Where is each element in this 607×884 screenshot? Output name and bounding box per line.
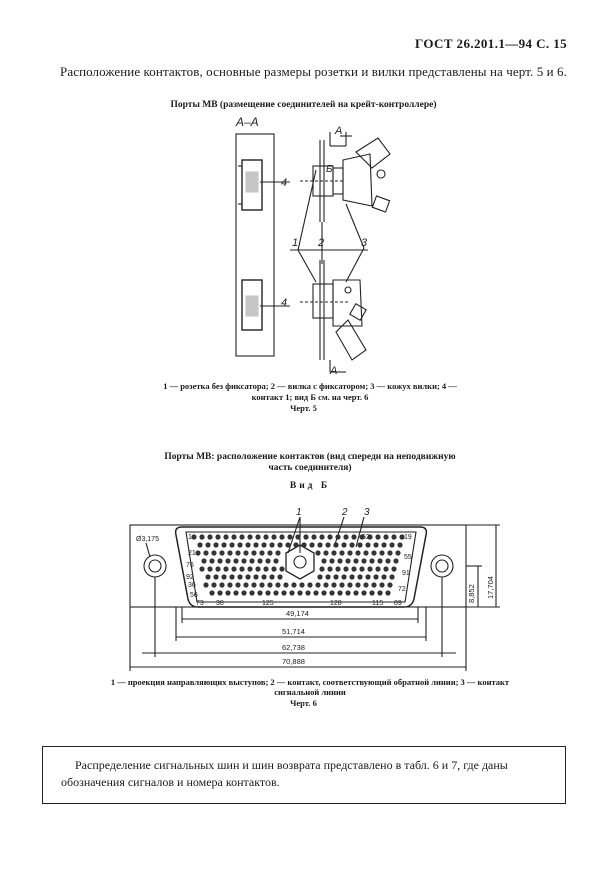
contact-pin (201, 558, 206, 563)
fig6-caption-2: часть соединителя) (268, 463, 352, 473)
contact-pin (269, 574, 274, 579)
contact-pin (363, 582, 368, 587)
contact-pin (297, 590, 302, 595)
contact-pin (377, 558, 382, 563)
contact-pin (225, 558, 230, 563)
svg-text:3: 3 (361, 237, 368, 249)
svg-text:36: 36 (188, 582, 196, 589)
contact-pin (259, 582, 264, 587)
contact-pin (361, 558, 366, 563)
contact-pin (383, 534, 388, 539)
contact-pin (239, 534, 244, 539)
contact-pin (337, 590, 342, 595)
contact-pin (191, 534, 196, 539)
contact-pin (301, 542, 306, 547)
contact-pin (385, 590, 390, 595)
contact-pin (325, 574, 330, 579)
contact-pin (251, 550, 256, 555)
contact-pin (255, 566, 260, 571)
contact-pin (317, 542, 322, 547)
contact-pin (261, 542, 266, 547)
contact-pin (317, 574, 322, 579)
contact-pin (271, 566, 276, 571)
svg-text:4: 4 (281, 177, 288, 189)
hole-diameter: Ø3,175 (136, 536, 159, 543)
contact-pin (363, 550, 368, 555)
contact-pin (393, 558, 398, 563)
contact-pin (369, 590, 374, 595)
svg-text:56: 56 (190, 592, 198, 599)
contact-pin (387, 550, 392, 555)
contact-pin (347, 550, 352, 555)
contact-pin (365, 574, 370, 579)
contact-pin (331, 550, 336, 555)
svg-text:52: 52 (362, 534, 370, 541)
svg-text:2: 2 (342, 507, 348, 518)
fig6-caption-1: Порты МВ: расположение контактов (вид спереди на неподвижную (164, 452, 456, 462)
contact-pin (333, 542, 338, 547)
contact-pin (357, 542, 362, 547)
contact-pin (329, 558, 334, 563)
contact-pin (323, 550, 328, 555)
contact-pin (243, 582, 248, 587)
contact-pin (209, 558, 214, 563)
contact-pin (225, 590, 230, 595)
contact-pin (273, 590, 278, 595)
contact-pin (383, 566, 388, 571)
contact-pin (371, 550, 376, 555)
contact-pin (199, 566, 204, 571)
contact-pin (261, 574, 266, 579)
contact-pin (235, 550, 240, 555)
contact-pin (311, 534, 316, 539)
contact-pin (365, 542, 370, 547)
svg-text:55: 55 (404, 554, 412, 561)
contact-pin (219, 582, 224, 587)
contact-pin (277, 574, 282, 579)
svg-text:17,704: 17,704 (486, 576, 495, 599)
contact-pin (237, 574, 242, 579)
contact-pin (291, 582, 296, 587)
contact-pin (269, 542, 274, 547)
contact-pin (245, 574, 250, 579)
contact-pin (235, 582, 240, 587)
contact-pin (223, 534, 228, 539)
contact-pin (267, 550, 272, 555)
contact-pin (359, 566, 364, 571)
fig6-drawing (0, 495, 607, 675)
contact-pin (355, 582, 360, 587)
fig5-title: Черт. 5 (290, 403, 317, 413)
contact-pin (253, 542, 258, 547)
contact-pin (229, 542, 234, 547)
contact-pin (233, 590, 238, 595)
contact-pin (275, 582, 280, 587)
contact-field (191, 534, 404, 595)
contact-pin (257, 558, 262, 563)
contact-pin (211, 550, 216, 555)
contact-pin (199, 534, 204, 539)
contact-pin (249, 590, 254, 595)
svg-text:1: 1 (296, 507, 302, 518)
contact-pin (357, 574, 362, 579)
svg-text:8,852: 8,852 (467, 584, 476, 603)
contact-pin (275, 550, 280, 555)
svg-text:А: А (335, 125, 343, 137)
contact-pin (293, 542, 298, 547)
contact-pin (343, 534, 348, 539)
contact-pin (351, 566, 356, 571)
contact-pin (307, 582, 312, 587)
contact-pin (353, 558, 358, 563)
fig6-legend-1: 1 — проекция направляющих выступов; 2 — контакт, соответствующий обратной линии; 3 — контакт (110, 677, 510, 687)
contact-pin (379, 550, 384, 555)
contact-pin (205, 542, 210, 547)
contact-pin (253, 574, 258, 579)
contact-pin (203, 550, 208, 555)
contact-pin (397, 542, 402, 547)
contact-pin (391, 566, 396, 571)
page-header: ГОСТ 26.201.1—94 С. 15 (415, 36, 567, 51)
svg-text:92: 92 (186, 574, 194, 581)
contact-pin (315, 582, 320, 587)
svg-text:89: 89 (394, 600, 402, 607)
contact-pin (227, 582, 232, 587)
contact-pin (385, 558, 390, 563)
svg-text:49,174: 49,174 (286, 609, 309, 618)
contact-pin (349, 574, 354, 579)
contact-pin (327, 566, 332, 571)
svg-text:1: 1 (188, 534, 192, 541)
contact-pin (341, 574, 346, 579)
contact-pin (227, 550, 232, 555)
contact-pin (279, 566, 284, 571)
fig5-drawing (0, 110, 607, 380)
contact-pin (325, 542, 330, 547)
contact-pin (195, 550, 200, 555)
contact-pin (263, 566, 268, 571)
svg-text:72: 72 (398, 586, 406, 593)
svg-text:128: 128 (330, 600, 342, 607)
svg-text:62,738: 62,738 (282, 643, 305, 652)
contact-pin (231, 534, 236, 539)
svg-text:4: 4 (281, 297, 288, 309)
contact-pin (335, 566, 340, 571)
contact-pin (281, 590, 286, 595)
fig6-title: Черт. 6 (290, 698, 317, 708)
contact-pin (265, 590, 270, 595)
contact-pin (217, 558, 222, 563)
contact-pin (207, 534, 212, 539)
contact-pin (339, 550, 344, 555)
contact-pin (381, 574, 386, 579)
svg-text:125: 125 (262, 600, 274, 607)
contact-pin (323, 582, 328, 587)
contact-pin (391, 534, 396, 539)
contact-pin (213, 542, 218, 547)
section-label: А–А (236, 115, 259, 129)
contact-pin (247, 534, 252, 539)
contact-pin (389, 574, 394, 579)
svg-text:38: 38 (216, 600, 224, 607)
contact-pin (389, 542, 394, 547)
contact-pin (387, 582, 392, 587)
contact-pin (327, 534, 332, 539)
contact-pin (247, 566, 252, 571)
svg-text:91: 91 (402, 570, 410, 577)
contact-pin (285, 542, 290, 547)
contact-pin (243, 550, 248, 555)
contact-pin (221, 542, 226, 547)
contact-pin (377, 590, 382, 595)
fig5-legend-2: контакт 1; вид Б см. на черт. 6 (251, 392, 369, 402)
contact-pin (289, 590, 294, 595)
contact-pin (303, 534, 308, 539)
contact-pin (229, 574, 234, 579)
svg-text:Б: Б (326, 164, 333, 175)
contact-pin (203, 582, 208, 587)
contact-pin (349, 542, 354, 547)
contact-pin (213, 574, 218, 579)
contact-pin (341, 542, 346, 547)
contact-pin (339, 582, 344, 587)
contact-pin (319, 534, 324, 539)
contact-pin (277, 542, 282, 547)
contact-pin (305, 590, 310, 595)
contact-pin (295, 534, 300, 539)
contact-pin (283, 582, 288, 587)
contact-pin (299, 582, 304, 587)
contact-pin (271, 534, 276, 539)
contact-pin (273, 558, 278, 563)
contact-pin (369, 558, 374, 563)
contact-pin (217, 590, 222, 595)
contact-pin (241, 558, 246, 563)
contact-pin (207, 566, 212, 571)
svg-text:2: 2 (318, 237, 325, 249)
contact-pin (215, 534, 220, 539)
fig6-view-label: Вид Б (289, 481, 331, 491)
contact-pin (319, 566, 324, 571)
fig6-legend-2: сигнальной линии (274, 687, 346, 697)
contact-pin (321, 590, 326, 595)
contact-pin (257, 590, 262, 595)
contact-pin (373, 574, 378, 579)
svg-text:А: А (330, 365, 338, 377)
contact-pin (395, 550, 400, 555)
contact-pin (263, 534, 268, 539)
fig5-caption: Порты МВ (размещение соединителей на крейт-контроллере) (170, 100, 437, 110)
note-box: Распределение сигнальных шин и шин возврата представлено в табл. 6 и 7, где даны обозначения сигналов и номера контактов. (42, 746, 566, 804)
contact-pin (329, 590, 334, 595)
contact-pin (259, 550, 264, 555)
contact-pin (251, 582, 256, 587)
svg-text:19: 19 (404, 534, 412, 541)
contact-pin (223, 566, 228, 571)
contact-pin (347, 582, 352, 587)
contact-pin (313, 590, 318, 595)
contact-pin (333, 574, 338, 579)
svg-text:3: 3 (364, 507, 370, 518)
contact-pin (239, 566, 244, 571)
contact-pin (367, 566, 372, 571)
contact-pin (315, 550, 320, 555)
svg-text:76: 76 (186, 562, 194, 569)
contact-pin (265, 558, 270, 563)
contact-pin (205, 574, 210, 579)
contact-pin (245, 542, 250, 547)
contact-pin (241, 590, 246, 595)
contact-pin (345, 590, 350, 595)
contact-pin (375, 566, 380, 571)
svg-text:51,714: 51,714 (282, 627, 305, 636)
contact-pin (309, 542, 314, 547)
contact-pin (237, 542, 242, 547)
contact-pin (221, 574, 226, 579)
svg-text:73: 73 (196, 600, 204, 607)
contact-pin (233, 558, 238, 563)
contact-pin (353, 590, 358, 595)
intro-paragraph: Расположение контактов, основные размеры розетки и вилки представлены на черт. 5 и 6. (60, 64, 568, 79)
contact-pin (355, 550, 360, 555)
contact-pin (211, 582, 216, 587)
contact-pin (249, 558, 254, 563)
contact-pin (343, 566, 348, 571)
contact-pin (287, 534, 292, 539)
contact-pin (279, 534, 284, 539)
contact-pin (321, 558, 326, 563)
contact-pin (371, 582, 376, 587)
contact-pin (361, 590, 366, 595)
contact-pin (255, 534, 260, 539)
contact-pin (335, 534, 340, 539)
contact-pin (215, 566, 220, 571)
svg-text:70,888: 70,888 (282, 657, 305, 666)
contact-pin (197, 542, 202, 547)
svg-text:21: 21 (188, 550, 196, 557)
contact-pin (231, 566, 236, 571)
contact-pin (379, 582, 384, 587)
contact-pin (209, 590, 214, 595)
fig5-legend-1: 1 — розетка без фиксатора; 2 — вилка с фиксатором; 3 — кожух вилки; 4 — (163, 381, 457, 391)
contact-pin (267, 582, 272, 587)
contact-pin (351, 534, 356, 539)
contact-pin (337, 558, 342, 563)
contact-pin (381, 542, 386, 547)
contact-pin (219, 550, 224, 555)
contact-pin (375, 534, 380, 539)
contact-pin (373, 542, 378, 547)
svg-text:1: 1 (292, 237, 299, 249)
contact-pin (345, 558, 350, 563)
contact-pin (331, 582, 336, 587)
svg-text:115: 115 (372, 600, 384, 607)
